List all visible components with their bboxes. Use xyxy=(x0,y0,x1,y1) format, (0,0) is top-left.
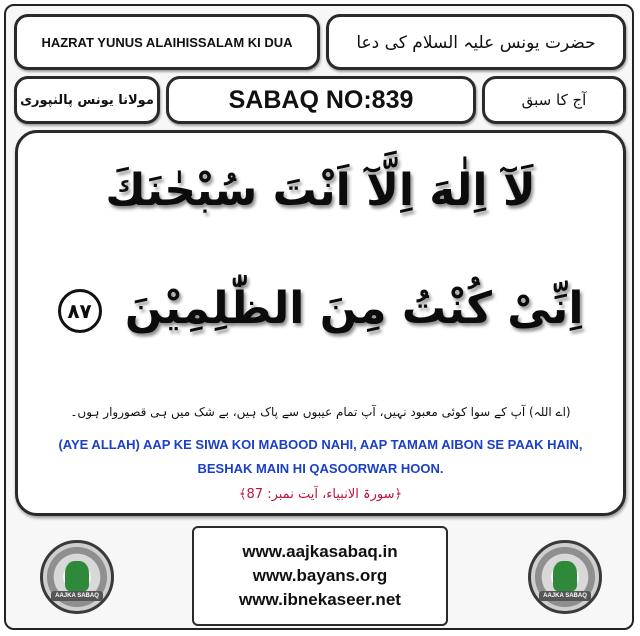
website-link[interactable]: www.bayans.org xyxy=(252,566,388,585)
ayah-number-mark: ۸۷ xyxy=(58,289,102,333)
english-translation-line-1: (AYE ALLAH) AAP KE SIWA KOI MABOOD NAHI, AAP TAMAM AIBON SE PAAK HAIN, xyxy=(58,437,583,452)
english-translation xyxy=(28,433,613,481)
english-translation-line-2: BESHAK MAIN HI QASOORWAR HOON. xyxy=(197,461,444,476)
seal-text: AAJKA SABAQ xyxy=(539,591,591,601)
title-ur-box xyxy=(326,14,626,70)
arabic-line-2: اِنِّیْ كُنْتُ مِنَ الظّٰلِمِیْنَ xyxy=(124,283,584,334)
main-panel xyxy=(15,130,626,516)
arabic-line-2-row xyxy=(18,283,623,334)
sabaq-box xyxy=(166,76,476,124)
left-seal-logo xyxy=(40,540,114,614)
right-seal-logo xyxy=(528,540,602,614)
website-link[interactable]: www.aajkasabaq.in xyxy=(242,542,398,561)
website-link[interactable]: www.ibnekaseer.net xyxy=(239,590,401,609)
seal-emblem-icon xyxy=(65,561,89,591)
surah-reference: ﴿سورۃ الانبیاء، آیت نمبر: 87﴾ xyxy=(238,487,403,502)
seal-text: AAJKA SABAQ xyxy=(51,591,103,601)
arabic-line-1: لَآ اِلٰهَ اِلَّآ اَنْتَ سُبْحٰنَكَ xyxy=(105,165,536,216)
seal-emblem-icon xyxy=(553,561,577,591)
title-ur: حضرت یونس علیہ السلام کی دعا xyxy=(356,32,596,53)
urdu-translation: (اے اللہ) آپ کے سوا کوئی معبود نہیں، آپ تمام عیبوں سے پاک ہیں، بے شک میں ہی قصوروار ہوں۔ xyxy=(70,405,571,419)
website-box xyxy=(192,526,448,626)
sabaq-number: SABAQ NO:839 xyxy=(228,85,414,114)
today-ur: آج کا سبق xyxy=(521,91,587,109)
author-ur: مولانا یونس پالنپوری xyxy=(20,92,154,108)
today-box xyxy=(482,76,626,124)
title-en-box xyxy=(14,14,320,70)
title-en: HAZRAT YUNUS ALAIHISSALAM KI DUA xyxy=(41,34,293,50)
author-box xyxy=(14,76,160,124)
